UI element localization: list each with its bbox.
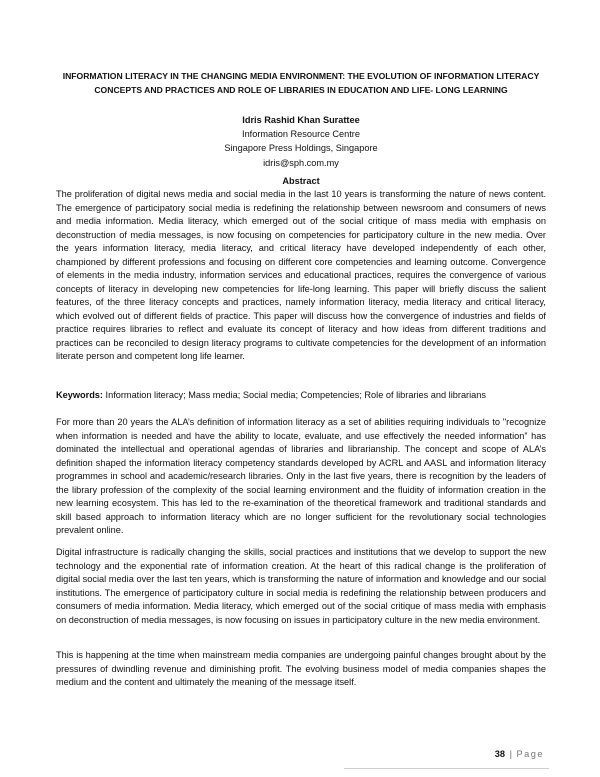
author-email: idris@sph.com.my — [263, 157, 339, 168]
page-footer — [495, 748, 544, 761]
author-affiliation-unit: Information Resource Centre — [242, 129, 360, 140]
abstract-text: The proliferation of digital news media and social media in the last 10 years is transforming the nature of news content. The emergence of participatory social media is redefining the relationship between newsroom and consumers of news and media information. Media literacy, which emerged out of the social critique of mass media with emphasis on deconstruction of media messages, is now focusing on competencies for participatory culture in the new media. Over the years information literacy, media literacy, and critical literacy have developed independently of each other, championed by different professions and focusing on different core competencies and learning outcome. Convergence of elements in the media industry, information services and educational practices, requires the convergence of various concepts of literacy in developing new competencies for life-long learning. This paper will briefly discuss the salient features, of the three literacy concepts and practices, namely information literacy, media literacy and critical literacy, which evolved out of different fields of practice. This paper will discuss how the convergence of industries and fields of practice requires libraries to reflect and evaluate its concept of literacy and how ideas from different traditions and practices can be reconciled to design literacy programs to cultivate competencies for the development of an information literate person and competent long life learner. — [56, 189, 546, 361]
body-paragraph-2: Digital infrastructure is radically changing the skills, social practices and institutions that we develop to support the new technology and the exponential rate of information creation. At the heart of this radical change is the proliferation of digital social media over the last ten years, which is transforming the nature of information and knowledge and our social institutions. The emergence of participatory culture in social media is redefining the relationship between producers and consumers of media information. Media literacy, which emerged out of the social critique of mass media with emphasis on deconstruction of media messages, is now focusing on issues in participatory culture in the new media environment. — [56, 547, 546, 625]
author-affiliation-org: Singapore Press Holdings, Singapore — [224, 143, 378, 154]
keywords-label: Keywords: — [56, 390, 103, 400]
document-page — [56, 0, 546, 777]
footer-rule — [344, 768, 549, 769]
page-number: 38 — [494, 749, 506, 759]
page-separator: | — [509, 749, 512, 759]
author-name: Idris Rashid Khan Surattee — [242, 115, 360, 125]
keywords-text: Information literacy; Mass media; Social media; Competencies; Role of libraries and librarians — [102, 390, 486, 400]
abstract-heading: Abstract — [282, 176, 320, 186]
body-paragraph-1: For more than 20 years the ALA’s definition of information literacy as a set of abilities requiring individuals to "recognize when information is needed and have the ability to locate, evaluate, and use effectively the needed information” has dominated the intellectual and operational agendas of libraries and librarianship. The concept and scope of ALA’s definition shaped the information literacy competency standards developed by ACRL and AASL and information literacy programmes in school and academic/research libraries. Only in the last five years, there is recognition by the leaders of the library profession of the complexity of the social learning environment and the fluidity of information creation in the new learning ecosystem. This has led to the re-examination of the theoretical framework and traditional standards and skill based approach to information literacy which are no longer sufficient for the revolutionary social technologies prevalent online. — [56, 417, 546, 535]
page-label: Page — [516, 749, 544, 759]
author-block — [56, 113, 546, 170]
body-paragraph-3: This is happening at the time when mainstream media companies are undergoing painful changes brought about by the pressures of dwindling revenue and diminishing profit. The evolving business model of media companies shapes the medium and the content and ultimately the meaning of the message itself. — [56, 650, 546, 687]
paper-title: INFORMATION LITERACY IN THE CHANGING MEDIA ENVIRONMENT: THE EVOLUTION OF INFORMATION LITERACY CONCEPTS AND PRACTICES AND ROLE OF LIBRARIES IN EDUCATION AND LIFE- LONG LEARNING — [62, 71, 540, 95]
keywords-line — [56, 389, 546, 403]
